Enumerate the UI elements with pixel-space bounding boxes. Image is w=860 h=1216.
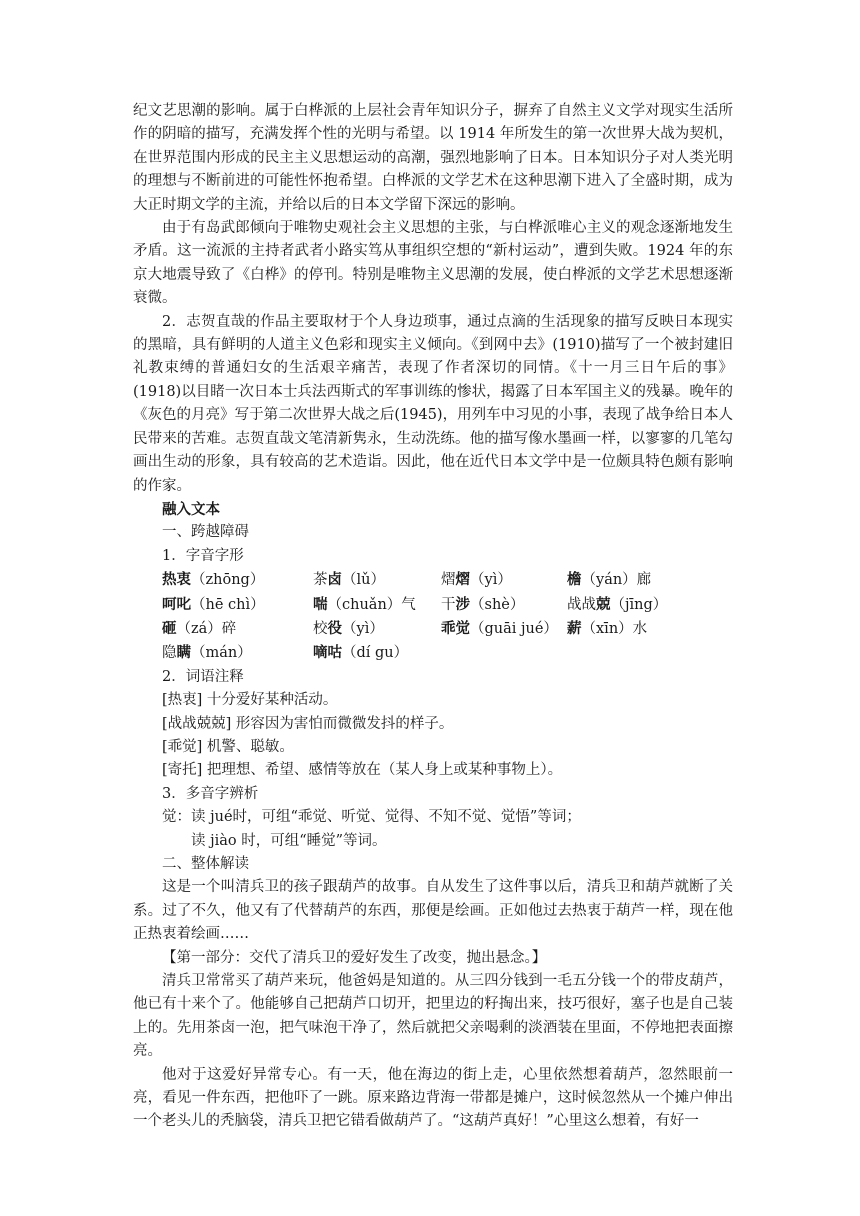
polyphone-line: 觉：读 jué时，可组“乖觉、听觉、觉得、不知不觉、觉悟”等词； [162,809,581,826]
glossary-item: [战战兢兢] 形容因为害怕而微微发抖的样子。 [162,715,454,732]
paragraph-street: 他对于这爱好异常专心。有一天，他在海边的街上走，心里依然想着葫芦，忽然眼前一亮，看见一件东西，把他吓了一跳。原来路边背海一带都是摊户，这时候忽然从一个摊户伸出一个老头儿的秃脑袋，清兵卫把它错看做葫芦了。“这葫芦真好！”心里这么想着，有好一 [133,1066,733,1130]
paragraph-gourds: 清兵卫常常买了葫芦来玩，他爸妈是知道的。从三四分钱到一毛五分钱一个的带皮葫芦，他已有十来个了。他能够自己把葫芦口切开，把里边的籽掏出来，技巧很好，塞子也是自己装上的。先用茶卤一泡，把气味泡干净了，然后就把父亲喝剩的淡酒装在里面，不停地把表面擦亮。 [133,973,733,1060]
paragraph-decline: 由于有岛武郎倾向于唯物史观社会主义思想的主张，与白桦派唯心主义的观念逐渐地发生矛盾。这一流派的主持者武者小路实笃从事组织空想的“新村运动”，遭到失败。1924 年的东京大地震导致了《白桦》的停刊。特别是唯物主义思潮的发展，使白桦派的文学艺术思想逐渐衰微。 [133,220,733,307]
vocab-item: 校役（yì） [313,619,384,637]
vocab-item: 檐（yán）廊 [567,571,652,589]
vocab-item: 战战兢（jīng） [567,595,668,613]
glossary-item: [乖觉] 机警、聪敏。 [162,738,294,755]
heading-polyphone: 3．多音字辨析 [162,785,259,802]
polyphone-line: 读 jiào 时，可组“睡觉”等词。 [191,832,387,849]
paragraph-story-intro: 这是一个叫清兵卫的孩子跟葫芦的故事。自从发生了这件事以后，清兵卫和葫芦就断了关系。过了不久，他又有了代替葫芦的东西，那便是绘画。正如他过去热衷于葫芦一样，现在他正热衷着绘画…… [133,879,733,943]
section-title: 融入文本 [162,500,220,518]
vocab-item: 熠熠（yì） [441,571,512,589]
vocab-item: 呵叱（hē chì） [162,595,265,613]
glossary-item: [热衷] 十分爱好某种活动。 [162,692,338,709]
heading-reading: 二、整体解读 [162,856,249,872]
vocab-item: 乖觉（guāi jué） [441,619,558,637]
vocab-item: 隐瞒（mán） [162,644,252,662]
paragraph-continuation: 纪文艺思潮的影响。属于白桦派的上层社会青年知识分子，摒弃了自然主义文学对现实生活所作的阴暗的描写，充满发挥个性的光明与希望。以 1914 年所发生的第一次世界大战为契机，在世界范围内形成的民主主义思想运动的高潮，强烈地影响了日本。日本知识分子对人类光明的理想与不断前进的可能性怀抱希望。白桦派的文学艺术在这种思潮下进入了全盛时期，成为大正时期文学的主流，并给以后的日本文学留下深远的影响。 [133,103,733,213]
vocab-item: 喘（chuǎn）气 [313,595,416,613]
vocab-item: 热衷（zhōng） [162,571,265,589]
vocab-grid [133,568,733,666]
vocab-item: 干涉（shè） [441,595,525,613]
vocab-item: 嘀咕（dí gu） [313,644,409,662]
vocab-item: 砸（zá）碎 [162,619,237,637]
document-page [133,100,733,1134]
heading-glossary: 2．词语注释 [162,668,244,685]
heading-pronunciation: 1．字音字形 [162,547,244,564]
vocab-item: 茶卤（lǔ） [313,571,385,589]
vocab-item: 薪（xīn）水 [567,619,648,637]
heading-barriers: 一、跨越障碍 [162,524,249,541]
glossary-item: [寄托] 把理想、希望、感情等放在（某人身上或某种事物上）。 [162,762,563,779]
paragraph-part-one-note: 【第一部分：交代了清兵卫的爱好发生了改变，抛出悬念。】 [162,949,547,966]
paragraph-shiga-works: 2．志贺直哉的作品主要取材于个人身边琐事，通过点滴的生活现象的描写反映日本现实的黑暗，具有鲜明的人道主义色彩和现实主义倾向。《到网中去》(1910)描写了一个被封建旧礼教束缚的普通妇女的生活艰辛痛苦，表现了作者深切的同情。《十一月三日午后的事》(1918)以目睹一次日本士兵法西斯式的军事训练的惨状，揭露了日本军国主义的残暴。晚年的《灰色的月亮》写于第二次世界大战之后(1945)，用列车中习见的小事，表现了战争给日本人民带来的苦难。志贺直哉文笔清新隽永，生动洗练。他的描写像水墨画一样，以寥寥的几笔勾画出生动的形象，具有较高的艺术造诣。因此，他在近代日本文学中是一位颇具特色颇有影响的作家。 [133,313,733,494]
